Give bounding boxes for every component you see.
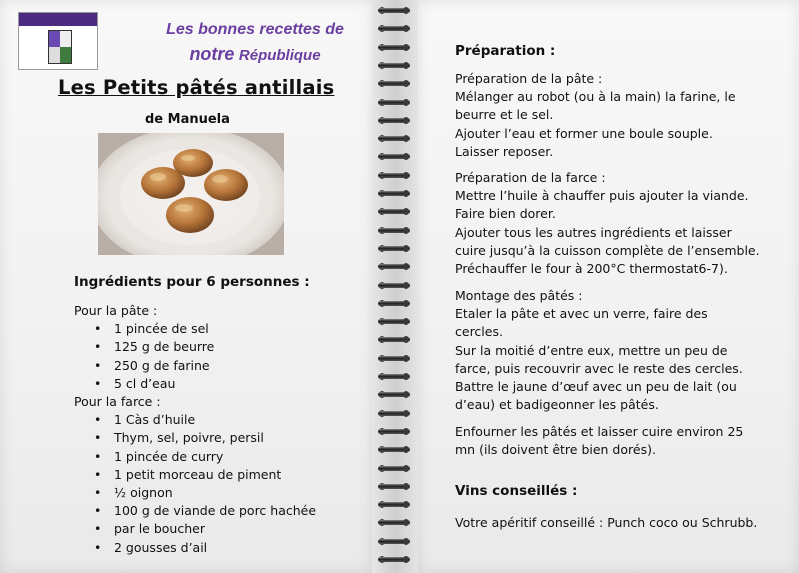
prep-line: d’eau) et badigeonner les pâtés. <box>455 397 659 413</box>
ingredients-pate <box>74 320 364 393</box>
vins-text: Votre apéritif conseillé : Punch coco ou Schrubb. <box>455 515 758 530</box>
ring-icon <box>378 537 410 546</box>
ring-icon <box>378 299 410 308</box>
vins-block <box>455 514 785 532</box>
group-label-farce: Pour la farce : <box>74 394 161 410</box>
pates-photo-illustration <box>98 133 284 255</box>
logo-shield-icon <box>48 30 72 64</box>
list-item: • 1 pincée de sel <box>114 320 364 338</box>
list-item: • 1 pincée de curry <box>114 448 364 466</box>
preparation-title: Préparation : <box>455 43 556 59</box>
ring-icon <box>378 500 410 509</box>
ingredients-list <box>74 302 364 557</box>
site-title-line1: Les bonnes recettes de <box>166 21 344 38</box>
site-title-republique: République <box>238 47 321 64</box>
group-label-pate: Pour la pâte : <box>74 303 158 318</box>
ring-icon <box>378 281 410 290</box>
prep-cuisson-block <box>455 423 785 459</box>
ring-icon <box>378 79 410 88</box>
prep-line: Mettre l’huile à chauffer puis ajouter la viande. <box>455 188 749 204</box>
spiral-binding <box>372 0 418 573</box>
ring-icon <box>378 555 410 564</box>
ring-icon <box>378 482 410 491</box>
ring-icon <box>378 61 410 70</box>
prep-line: Ajouter tous les autres ingrédients et laisser <box>455 224 732 240</box>
recipe-author: de Manuela <box>145 112 230 127</box>
list-item: • 2 gousses d’ail <box>114 539 364 557</box>
ring-icon <box>378 409 410 418</box>
prep-line: Mélanger au robot (ou à la main) la farine, le <box>455 89 736 105</box>
ring-icon <box>378 390 410 399</box>
ring-icon <box>378 335 410 344</box>
site-logo <box>18 12 98 70</box>
prep-line: Montage des pâtés : <box>455 288 583 303</box>
ring-icon <box>378 134 410 143</box>
ring-icon <box>378 98 410 107</box>
prep-line: Préparation de la farce : <box>455 170 606 185</box>
ring-icon <box>378 189 410 198</box>
ring-icon <box>378 372 410 381</box>
list-item: • 1 petit morceau de piment <box>114 466 364 484</box>
prep-line: Enfourner les pâtés et laisser cuire environ 25 <box>455 424 744 439</box>
list-item: • 5 cl d’eau <box>114 375 364 393</box>
ring-icon <box>378 43 410 52</box>
ring-icon <box>378 317 410 326</box>
ring-icon <box>378 518 410 527</box>
site-title <box>152 18 358 68</box>
list-item: • 100 g de viande de porc hachée <box>114 502 364 520</box>
prep-line: Préchauffer le four à 200°C thermostat6-7). <box>455 261 728 277</box>
recipe-photo <box>98 133 284 255</box>
site-title-notre: notre <box>189 44 235 64</box>
list-item: • 1 Càs d’huile <box>114 411 364 429</box>
ring-icon <box>378 244 410 253</box>
binding-rings <box>372 0 418 573</box>
ingredients-title: Ingrédients pour 6 personnes : <box>74 274 310 290</box>
prep-line: Sur la moitié d’entre eux, mettre un peu de <box>455 342 728 358</box>
ring-icon <box>378 262 410 271</box>
ring-icon <box>378 445 410 454</box>
ring-icon <box>378 24 410 33</box>
left-page <box>0 0 372 573</box>
prep-line: Préparation de la pâte : <box>455 71 603 86</box>
ring-icon <box>378 116 410 125</box>
ring-icon <box>378 171 410 180</box>
logo-band <box>19 13 97 26</box>
list-item: • ½ oignon <box>114 484 364 502</box>
prep-line: Ajouter l’eau et former une boule souple. <box>455 125 713 141</box>
prep-line: Faire bien dorer. <box>455 206 556 222</box>
ring-icon <box>378 207 410 216</box>
ring-icon <box>378 226 410 235</box>
ring-icon <box>378 6 410 15</box>
prep-line: cuire jusqu’à la cuisson complète de l’ensemble. <box>455 242 760 258</box>
prep-line: farce, puis recouvrir avec le reste des cercles. <box>455 360 743 376</box>
prep-farce-block <box>455 169 785 278</box>
list-item: • Thym, sel, poivre, persil <box>114 429 364 447</box>
prep-line: mn (ils doivent être bien dorés). <box>455 442 656 458</box>
prep-line: beurre et le sel. <box>455 107 554 123</box>
recipe-title: Les Petits pâtés antillais <box>58 76 335 99</box>
list-item: • 250 g de farine <box>114 357 364 375</box>
ring-icon <box>378 464 410 473</box>
vins-title: Vins conseillés : <box>455 483 578 499</box>
prep-line: Laisser reposer. <box>455 143 554 159</box>
prep-line: Battre le jaune d’œuf avec un peu de lait (ou <box>455 379 737 395</box>
ring-icon <box>378 354 410 363</box>
prep-line: cercles. <box>455 324 503 340</box>
ring-icon <box>378 427 410 436</box>
ingredients-farce <box>74 411 364 557</box>
prep-pate-block <box>455 70 785 161</box>
prep-line: Etaler la pâte et avec un verre, faire des <box>455 306 708 322</box>
ring-icon <box>378 152 410 161</box>
prep-montage-block <box>455 287 785 414</box>
list-item: • 125 g de beurre <box>114 338 364 356</box>
list-item-continued: • par le boucher <box>114 520 364 538</box>
